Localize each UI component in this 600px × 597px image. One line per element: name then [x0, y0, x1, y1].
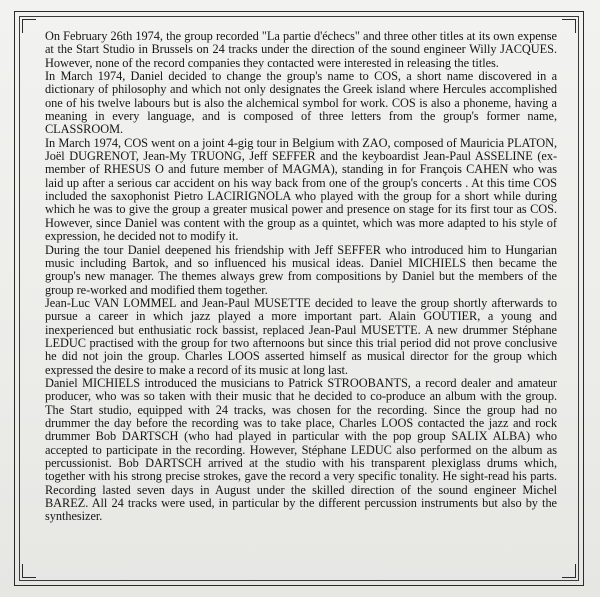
paragraph-2: In March 1974, Daniel decided to change the group's name to COS, a short name discovered in a dictionary of philosophy and which not only designates the Greek island where Hercules accomplished one of his twelve labours but is also the alchemical symbol for work. COS is also a phoneme, having a meaning in every language, and is composed of three letters from the group's former name, CLASSROOM. — [45, 69, 557, 137]
corner-ornament-bottom-left — [22, 564, 36, 578]
paragraph-5: Jean-Luc VAN LOMMEL and Jean-Paul MUSETTE decided to leave the group shortly afterwards to pursue a career in which jazz played a more important part. Alain GOUTIER, a young and inexperienced but enthusiatic rock bassist, replaced Jean-Paul MUSETTE. A new drummer Stéphane LEDUC practised with the group for two afternoons but since this trial period did not prove conclusive he did not join the group. Charles LOOS asserted himself as musical director for the group which expressed the desire to make a record of its music at long last. — [45, 295, 557, 377]
paragraph-1: On February 26th 1974, the group recorded "La partie d'échecs" and three other titles at its own expense at the Start Studio in Brussels on 24 tracks under the direction of the sound engineer Willy JACQUES. However, none of the record companies they contacted were interested in releasing the titles. — [45, 29, 557, 70]
corner-ornament-top-left — [22, 19, 36, 33]
body-text — [45, 30, 557, 524]
paragraph-3: In March 1974, COS went on a joint 4-gig tour in Belgium with ZAO, composed of Mauricia PLATON, Joël DUGRENOT, Jean-My TRUONG, Jeff SEFFER and the keyboardist Jean-Paul ASSELINE (ex-member of RHESUS O and future member of MAGMA), standing in for François CAHEN who was laid up after a serious car accident on his way back from one of the group's concerts . At this time COS included the saxophonist Pietro LACIRIGNOLA who played with the group for a short while during which he was to give the group a greater musical power and presence on stage for its first tour as COS. However, since Daniel was content with the group as a quintet, which was more adapted to his style of expression, he decided not to modify it. — [45, 135, 557, 244]
paragraph-6: Daniel MICHIELS introduced the musicians to Patrick STROOBANTS, a record dealer and amateur producer, who was so taken with their music that he decided to co-produce an album with the group. The Start studio, equipped with 24 tracks, was chosen for the recording. Since the group had no drummer the day before the recording was to take place, Charles LOOS contacted the jazz and rock drummer Bob DARTSCH (who had played in particular with the pop group SALIX ALBA) who accepted to participate in the recording. However, Stéphane LEDUC also performed on the album as percussionist. Bob DARTSCH arrived at the studio with his transparent plexiglass drums which, together with his strong precise strokes, gave the record a very specific tonality. He sight-read his parts. Recording lasted seven days in August under the skilled direction of the sound engineer Michel BAREZ. All 24 tracks were used, in particular by the different percussion instruments but also by the synthesizer. — [45, 375, 557, 524]
paragraph-4: During the tour Daniel deepened his friendship with Jeff SEFFER who introduced him to Hungarian music including Bartok, and so influenced his musical ideas. Daniel MICHIELS then became the group's new manager. The themes always grew from compositions by Daniel but the members of the group re-worked and modified them together. — [45, 242, 557, 297]
corner-ornament-top-right — [562, 19, 576, 33]
corner-ornament-bottom-right — [562, 564, 576, 578]
